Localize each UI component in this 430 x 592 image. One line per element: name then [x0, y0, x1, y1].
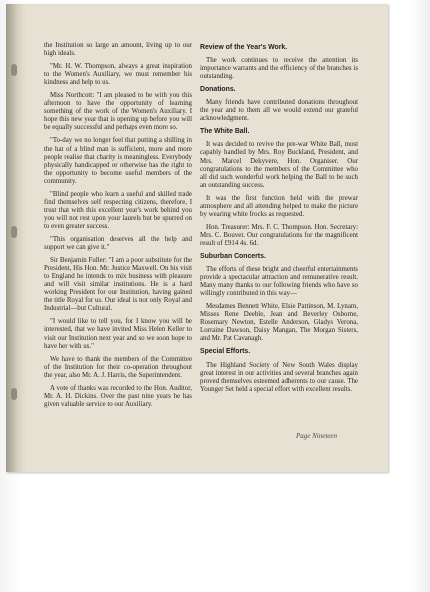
- paragraph: "Blind people who learn a useful and skilled trade find themselves self respecting citizens, therefore, I trust that with this excellent year's work behind you you will not rest upon your laurels but be spurred on to even greater success.: [44, 190, 192, 230]
- left-column: [44, 42, 192, 414]
- section-heading-review: Review of the Year's Work.: [200, 44, 288, 51]
- paragraph: The work continues to receive the attention its importance warrants and the efficiency of the branches is outstanding.: [200, 57, 358, 81]
- binding-hole: [11, 388, 17, 400]
- paragraph: A vote of thanks was recorded to the Hon. Auditor, Mr. A. H. Dickins. Over the past nine years he has given valuable service to our Auxiliary.: [44, 384, 192, 408]
- page-binding: [6, 4, 26, 472]
- paragraph: Hon. Treasurer: Mrs. F. C. Thompson. Hon. Secretary: Mrs. C. Bouvet. Our congratulations for the magnificent result of £914 4s. 6d.: [200, 223, 358, 247]
- paragraph: the Institution so large an amount, living up to our high ideals.: [44, 42, 192, 58]
- page-number: Page Nineteen: [296, 432, 338, 440]
- paragraph: "This organisation deserves all the help and support we can give it.": [44, 235, 192, 252]
- section-heading-donations: Donations.: [200, 86, 236, 94]
- paragraph: The Highland Society of New South Wales display great interest in our activities and several branches again proved themselves esteemed adherents to our cause. The Younger Set held a special effort with excellent results.: [200, 361, 358, 393]
- paragraph: The efforts of these bright and cheerful entertainments provide a spectacular attraction and remunerative result. Many many thanks to our following friends who have so willingly contributed in this way—: [200, 266, 358, 298]
- paragraph: Sir Benjamin Fuller: "I am a poor substitute for the President, His Hon. Mr. Justice Maxwell. On his visit to England he intends to mix business with pleasure and will visit similar institutions. He is a hard working President for our Institution, having gained the title Royal for us. Our ideal is not only Royal and Industrial—but Cultural.: [44, 257, 192, 313]
- paragraph: Many friends have contributed donations throughout the year and to them all we would extend our grateful acknowledgment.: [200, 99, 358, 123]
- right-column: [200, 42, 358, 399]
- section-heading-white-ball: The White Ball.: [200, 128, 250, 136]
- paragraph: "To-day we no longer feel that putting a shilling in the hat of a blind man is sufficient, more and more people realise that charity is meaningless. Everybody physically handicapped or otherwise has the right to the opportunity to become useful members of the community.: [44, 137, 192, 185]
- paragraph: "Mr. H. W. Thompson, always a great inspiration to the Women's Auxiliary, we must remember his kindness and help to us.: [44, 63, 192, 87]
- paragraph: Mesdames Bennett White, Elsie Pattinson, M. Lynam, Misses Rene Deeble, Jean and Beverley Osborne, Rosemary Newton, Estelle Anderson, Gladys Verona, Lorraine Dawson, Daisy Mangan, The Morgan Sisters, and Mr. Pat Cavanagh.: [200, 303, 358, 343]
- paragraph: It was decided to revive the pre-war White Ball, most capably handled by Mrs. Roy Buckland, President, and Mrs. Marcel Dekyvere, Hon. Organiser. Our congratulations to the members of the Committee who all did such wonderful work helping the Ball to be such an outstanding success.: [200, 141, 358, 189]
- paragraph: "I would like to tell you, for I know you will be interested, that we have invited Miss Helen Keller to visit our Institution next year and so we soon hope to have her with us.": [44, 318, 192, 350]
- section-heading-special-efforts: Special Efforts.: [200, 348, 251, 356]
- paragraph: Miss Northcott: "I am pleased to be with you this afternoon to have the opportunity of learning something of the work of the Women's Auxiliary. I hope this new year that is opening up before you will be equally successful and perhaps even more so.: [44, 92, 192, 132]
- paragraph: We have to thank the members of the Committee of the Institution for their co-operation throughout the year, also Mr. A. J. Harris, the Superintendent.: [44, 355, 192, 379]
- section-heading-suburban-concerts: Suburban Concerts.: [200, 252, 266, 260]
- paragraph: It was the first function held with the prewar atmosphere and all attending helped to make the picture by wearing white frocks as requested.: [200, 194, 358, 218]
- binding-hole: [11, 64, 17, 76]
- binding-hole: [11, 226, 17, 238]
